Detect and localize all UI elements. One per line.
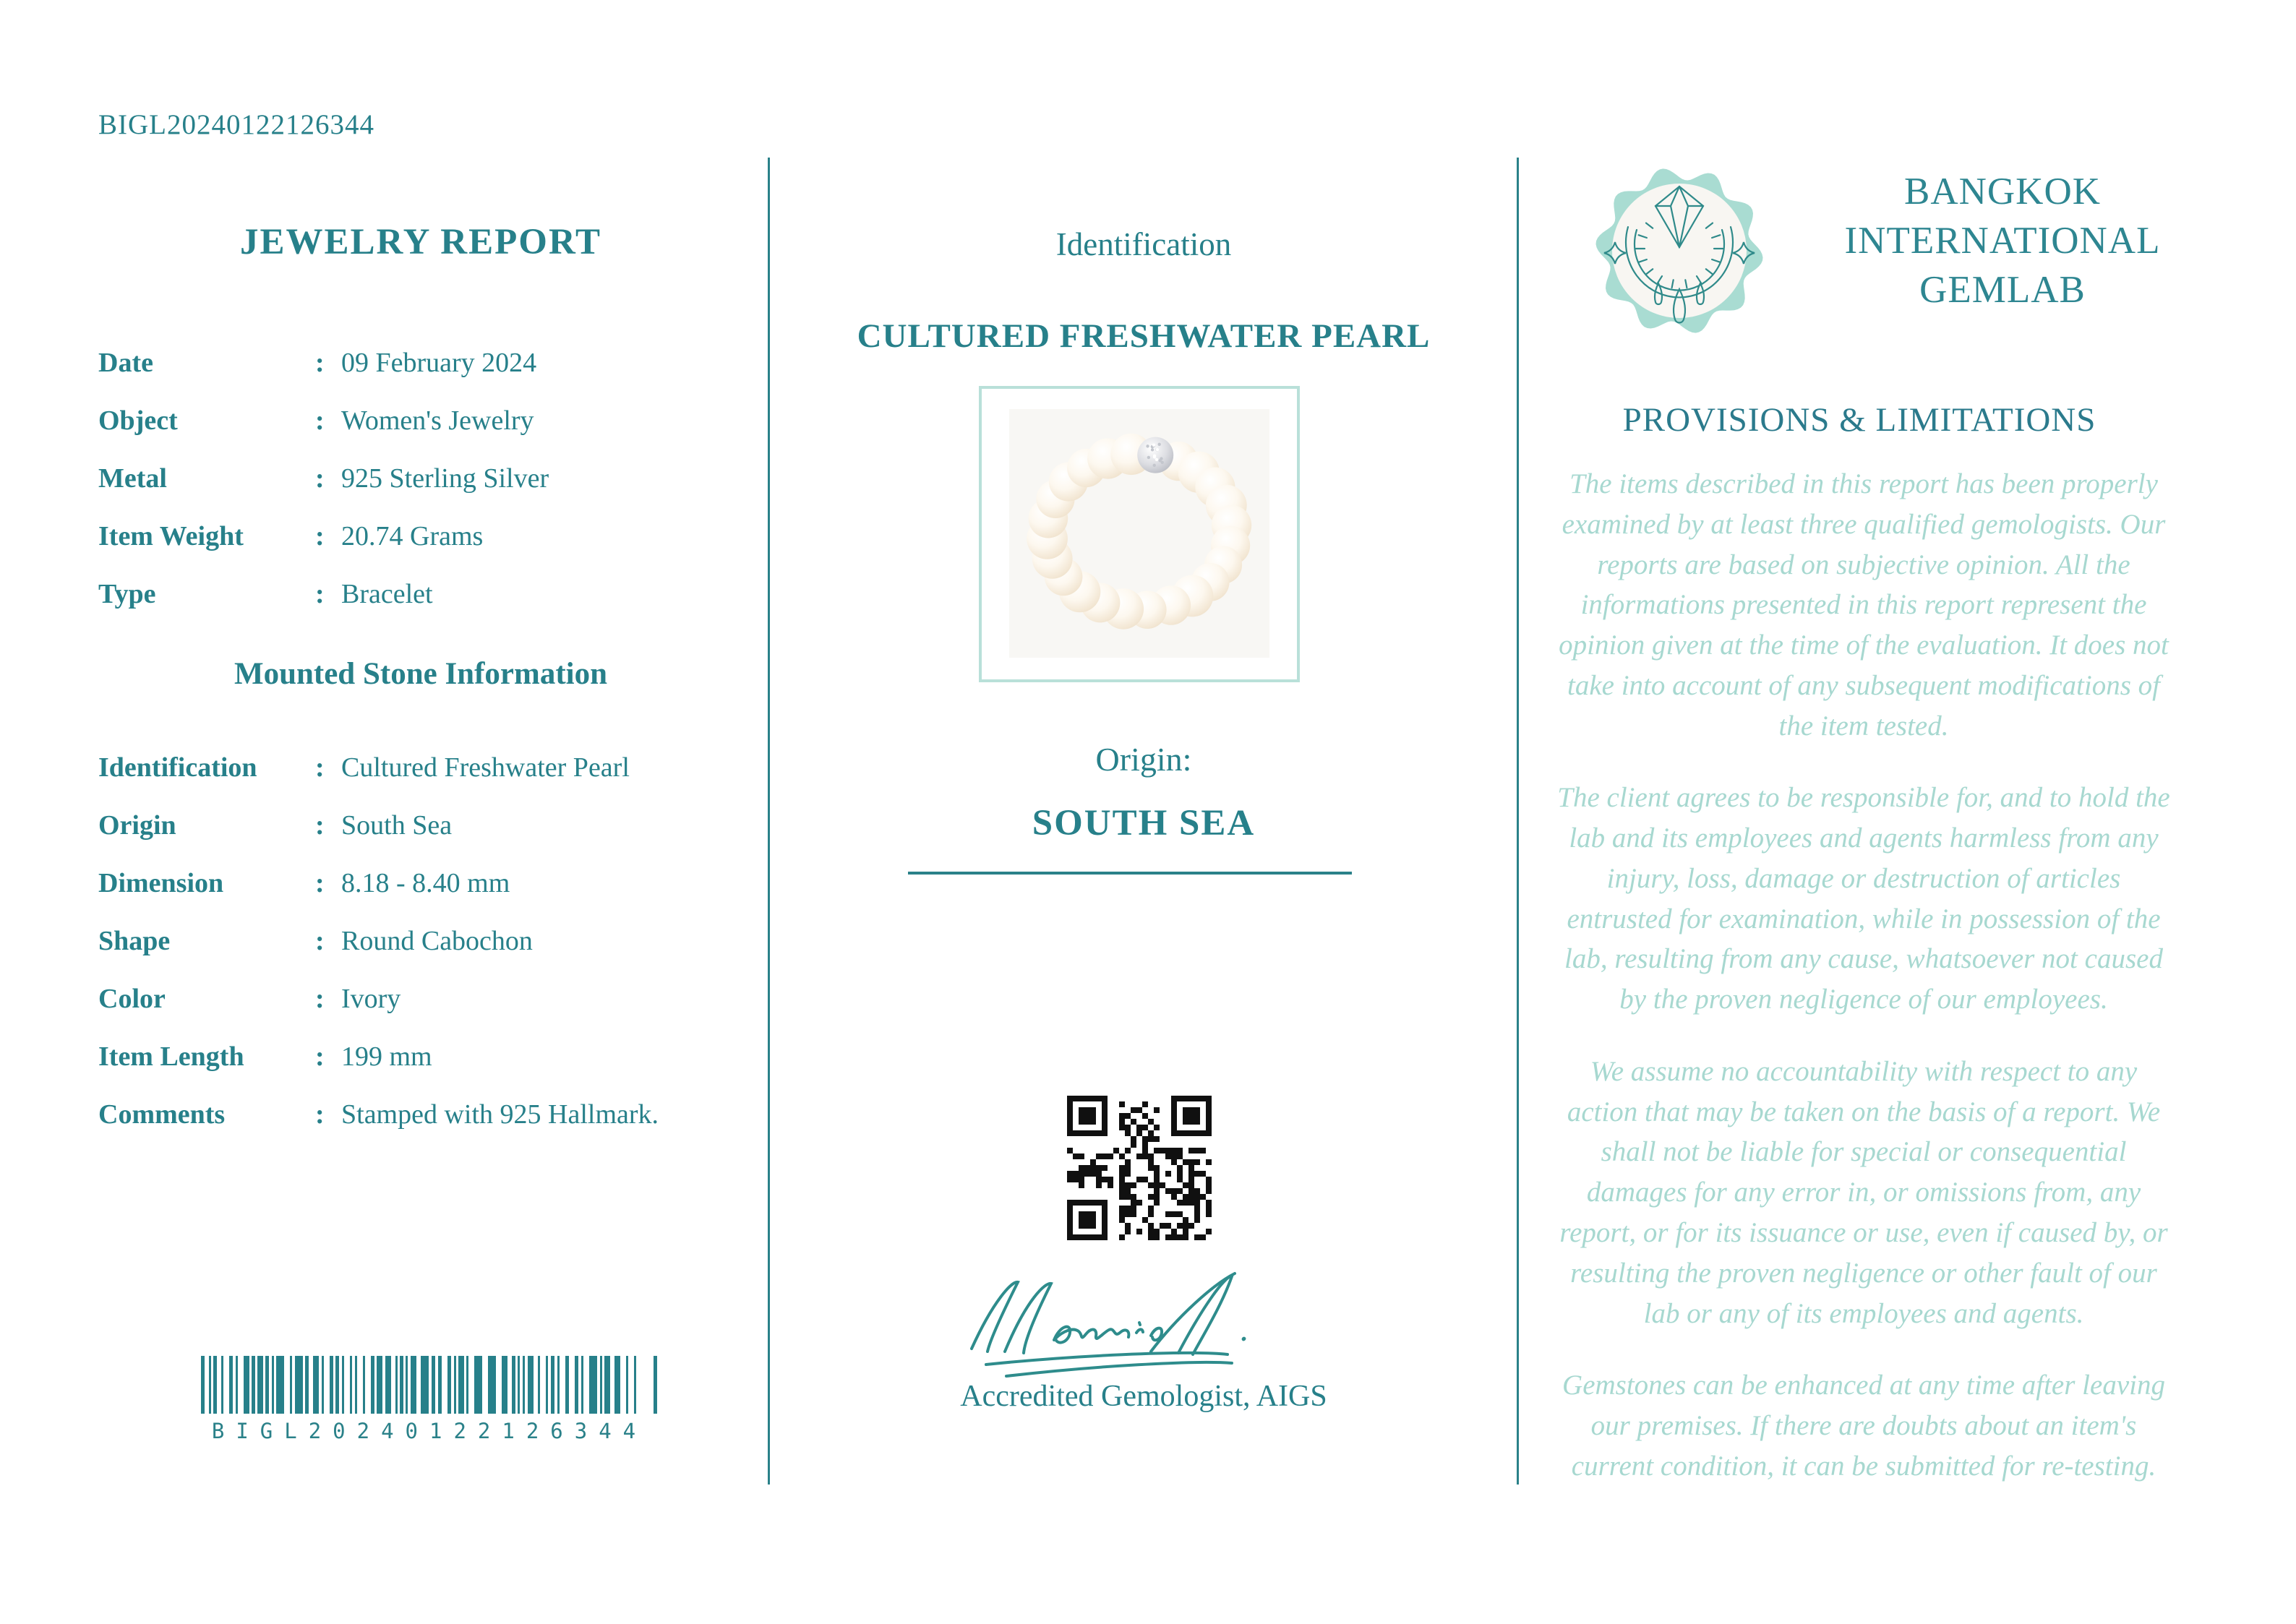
field-value: 925 Sterling Silver [341,463,549,494]
signature-strokes [940,1263,1359,1390]
field-label: Origin [98,810,176,841]
field-label: Item Length [98,1041,244,1072]
provisions-paragraph: The items described in this report has been properly examined by at least three qualified gemologists. Our reports are based on subjective opinion. All the informations presented in this report represent the opinion given at the time of the evaluation. It does not take into account of any subsequent modifications of the item tested. [1559,468,2169,742]
field-label: Dimension [98,868,224,898]
field-value: 09 February 2024 [341,348,537,378]
field-colon: : [315,868,325,898]
field-colon: : [315,810,325,841]
column-divider-left [768,158,770,1485]
provisions-paragraph: Gemstones can be enhanced at any time after leaving our premises. If there are doubts about an item's current condition, it can be submitted for re-testing. [1562,1370,2165,1482]
provisions-title: PROVISIONS & LIMITATIONS [1622,401,2096,439]
pearl-bracelet-photo [982,389,1297,679]
lab-name-line: GEMLAB [1919,268,2086,311]
origin-label: Origin: [1095,741,1192,778]
column-divider-right [1517,158,1519,1485]
field-value: Stamped with 925 Hallmark. [341,1099,659,1130]
field-colon: : [315,348,325,378]
field-label: Date [98,348,153,378]
field-label: Object [98,405,178,436]
field-label: Item Weight [98,521,244,551]
barcode [201,1356,658,1443]
field-value: 199 mm [341,1041,432,1072]
field-row-type [98,565,749,623]
field-row-object [98,392,749,450]
field-row-date [98,334,749,392]
gemologist-signature [940,1263,1359,1390]
gemologist-credential: Accredited Gemologist, AIGS [960,1380,1327,1413]
lab-name-line: BANGKOK [1904,171,2101,212]
field-value: 8.18 - 8.40 mm [341,868,510,898]
stone-details [98,739,749,1143]
field-label: Identification [98,752,257,783]
field-row-dimension [98,854,749,912]
origin-underline [908,872,1352,875]
barcode-bars [201,1356,658,1414]
gemlab-logo-badge [1589,160,1770,341]
field-label: Color [98,984,166,1014]
field-row-comments [98,1086,749,1143]
stone-section-title: Mounted Stone Information [234,657,608,691]
lab-name-line: INTERNATIONAL [1844,219,2161,262]
report-number: BIGL20240122126344 [98,109,374,140]
provisions-paragraph: We assume no accountability with respect to any action that may be taken on the basis of a report. We shall not be liable for special or consequential damages for any error in, or omissions from, any report, or for its issuance or use, even if caused by, or resulting the proven negligence or other fault of our lab or any of its employees and agents. [1559,1055,2168,1329]
field-row-origin [98,796,749,854]
item-details [98,334,749,623]
provisions-paragraph: The client agrees to be responsible for, and to hold the lab and its employees and agents harmless from any injury, loss, damage or destruction of articles entrusted for examination, while in possession of the lab, resulting from any cause, whatsoever not caused by the proven negligence of our employees. [1557,782,2170,1015]
field-value: Round Cabochon [341,926,533,956]
field-colon: : [315,752,325,783]
provisions-text [1553,464,2175,1518]
identification-result: CULTURED FRESHWATER PEARL [857,317,1431,355]
lab-name [1807,168,2198,314]
field-colon: : [315,984,325,1014]
field-label: Comments [98,1099,226,1130]
field-colon: : [315,579,325,609]
field-colon: : [315,1099,325,1130]
field-label: Metal [98,463,167,494]
qr-code-image [1067,1096,1212,1240]
field-row-item-length [98,1028,749,1086]
identification-heading: Identification [1055,226,1232,262]
report-title: JEWELRY REPORT [240,222,601,262]
field-value: Cultured Freshwater Pearl [341,752,630,783]
field-colon: : [315,405,325,436]
item-photo-frame [979,386,1300,682]
field-value: South Sea [341,810,453,841]
field-row-shape [98,912,749,970]
origin-value: SOUTH SEA [1032,803,1256,843]
field-label: Type [98,579,156,609]
field-label: Shape [98,926,171,956]
field-row-item-weight [98,507,749,565]
field-colon: : [315,521,325,551]
gemlab-logo [1589,160,1770,341]
field-row-metal [98,450,749,507]
field-row-color [98,970,749,1028]
field-row-identification [98,739,749,796]
field-colon: : [315,1041,325,1072]
field-colon: : [315,926,325,956]
field-value: 20.74 Grams [341,521,484,551]
qr-code [1067,1096,1212,1240]
field-value: Bracelet [341,579,433,609]
field-colon: : [315,463,325,494]
field-value: Women's Jewelry [341,405,534,436]
barcode-text: BIGL20240122126344 [211,1419,648,1443]
field-value: Ivory [341,984,401,1014]
